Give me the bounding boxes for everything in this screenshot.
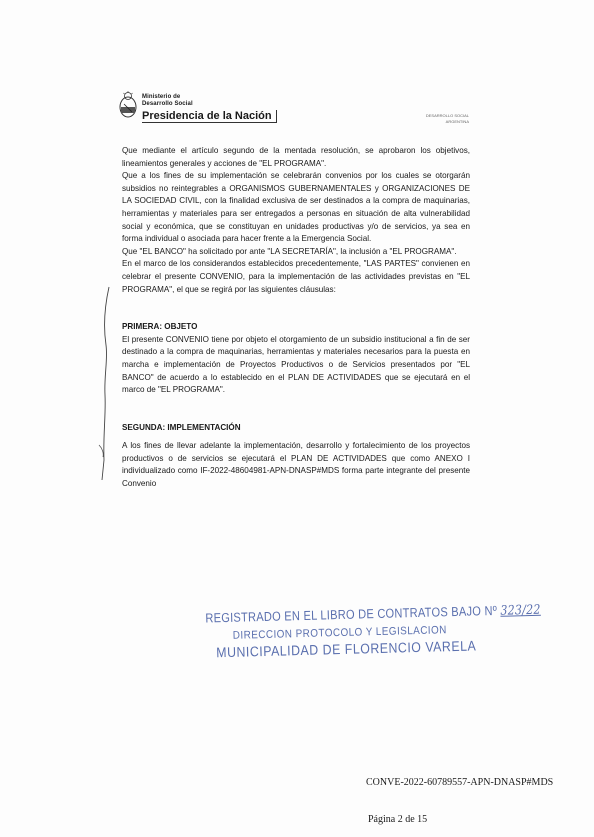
document-body [122,145,470,491]
stamp-number: 323/22 [500,602,541,619]
ministry-name: Ministerio de Desarrollo Social [142,94,193,107]
registration-stamp [199,601,541,678]
national-seal-icon [118,90,138,120]
section-text-objeto: El presente CONVENIO tiene por objeto el otorgamiento de un subsidio institucional a fin de ser destinado a la compra de maquinarias, herramientas y materiales necesarios para la puesta en marcha e implementación de Proyectos Productivos o de Servicios presentados por "EL BANCO" de acuerdo a lo establecido en el PLAN DE ACTIVIDADES que se ejecutará en el marco de "EL PROGRAMA". [122,334,470,395]
stamp-line-2: DIRECCION PROTOCOLO Y LEGISLACION [232,624,447,642]
document-reference: CONVE-2022-60789557-APN-DNASP#MDS [366,777,554,788]
paragraph: Que mediante el artículo segundo de la mentada resolución, se aprobaron los objetivos, lineamientos generales y acciones de "EL PROGRAMA". [122,146,470,168]
section-text-implementacion: A los fines de llevar adelante la implementación, desarrollo y fortalecimiento de los proyectos productivos o de servicios se ejecutará el PLAN DE ACTIVIDADES que como ANEXO I individualizado como IF-2022-48604981-APN-DNASP#MDS forma parte integrante del presente Convenio [122,441,470,489]
stamp-line-1: REGISTRADO EN EL LIBRO DE CONTRATOS BAJO Nº 323/22 [205,602,541,626]
section-heading-objeto: PRIMERA: OBJETO [122,322,198,332]
handwritten-margin-mark [95,285,115,485]
paragraph: En el marco de los considerandos establecidos precedentemente, "LAS PARTES" convienen en celebrar el presente CONVENIO, para la implementación de las actividades previstas en "EL PROGRAMA", el que se regirá por las siguientes cláusulas: [122,259,470,294]
paragraph: Que "EL BANCO" ha solicitado por ante "LA SECRETARÍA", la inclusión a "EL PROGRAMA". [122,246,457,256]
presidencia-title: Presidencia de la Nación [142,110,277,123]
stamp-line-3: MUNICIPALIDAD DE FLORENCIO VARELA [216,637,477,661]
letterhead [118,90,272,130]
section-heading-implementacion: SEGUNDA: IMPLEMENTACIÓN [122,422,241,432]
paragraph: Que a los fines de su implementación se celebrarán convenios por los cuales se otorgarán subsidios no reintegrables a ORGANISMOS GUBERNAMENTALES y ORGANIZACIONES DE LA SOCIEDAD CIVIL, con la finalidad exclusiva de ser destinados a la compra de maquinarias, herramientas y materiales para ser entregados a personas en situación de alta vulnerabilidad social y económica, que se constituyan en unidades productivas y/o de servicios, ya sea en forma individual o asociada para hacer frente a la Emergencia Social. [122,171,470,244]
page-number: Página 2 de 15 [368,814,428,825]
header-right-note: DESARROLLO SOCIAL ARGENTINA [425,113,469,124]
